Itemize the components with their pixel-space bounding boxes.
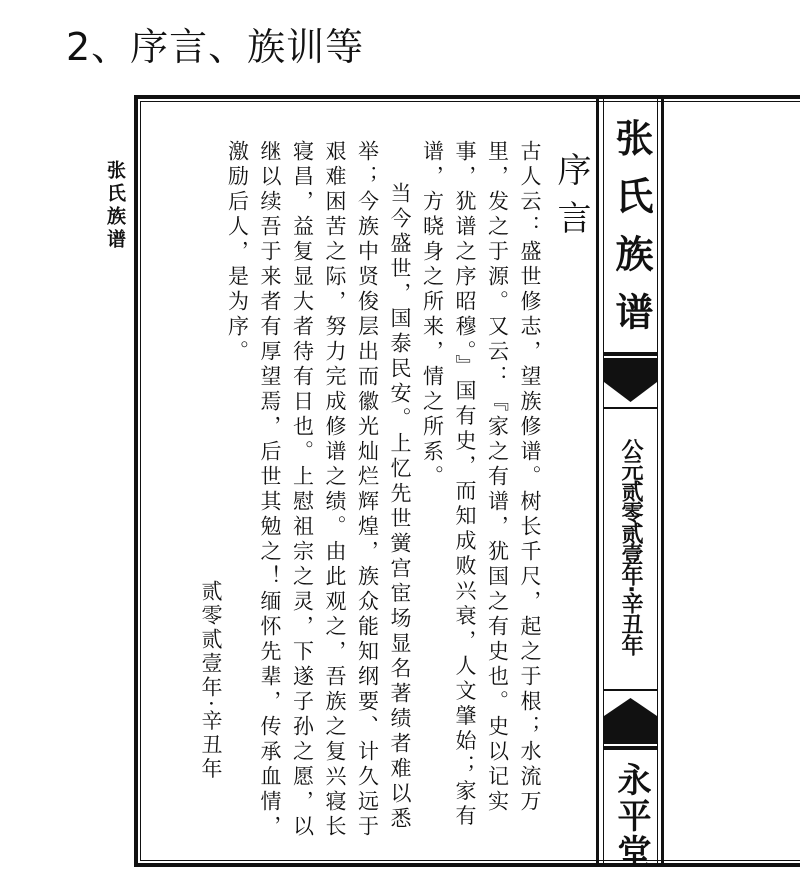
preface-paragraph-1: 古人云：盛世修志，望族修谱。树长千尺，起之于根；水流万里，发之于源。又云：『家之有谱，犹国之有史也。史以记实事，犹谱之序昭穆。』国有史，而知成败兴衰，人文肇始；家有谱，方晓身之所来，情之所系。	[420, 140, 542, 830]
outer-margin-title: 张氏族谱	[104, 160, 126, 252]
preface-signature-date: 贰零贰壹年·辛丑年	[199, 580, 223, 782]
spine-hall-name: 永平堂	[611, 762, 651, 870]
upper-fishtail-ornament	[604, 352, 657, 432]
preface-body	[225, 140, 546, 840]
lower-fishtail-ornament	[604, 668, 657, 750]
section-heading: 2、序言、族训等	[66, 25, 365, 69]
spine-date: 公元贰零贰壹年·辛丑年	[618, 438, 643, 656]
spine-inner-line-right	[657, 99, 658, 863]
spine-title: 张氏族谱	[609, 118, 653, 350]
preface-paragraph-2: 当今盛世，国泰民安。上忆先世黉宫宦场显名著绩者难以悉举；今族中贤俊层出而徽光灿烂辉煌，族众能知纲要、计久远于艰难困苦之际，努力完成修谱之绩。由此观之，吾族之复兴寝长寝昌，益复显大者待有日也。上慰祖宗之灵，下遂子孙之愿，以继以续吾于来者有厚望焉，后世其勉之！缅怀先辈，传承血情，激励后人，是为序。	[225, 140, 412, 840]
preface-title: 序言	[551, 152, 591, 248]
